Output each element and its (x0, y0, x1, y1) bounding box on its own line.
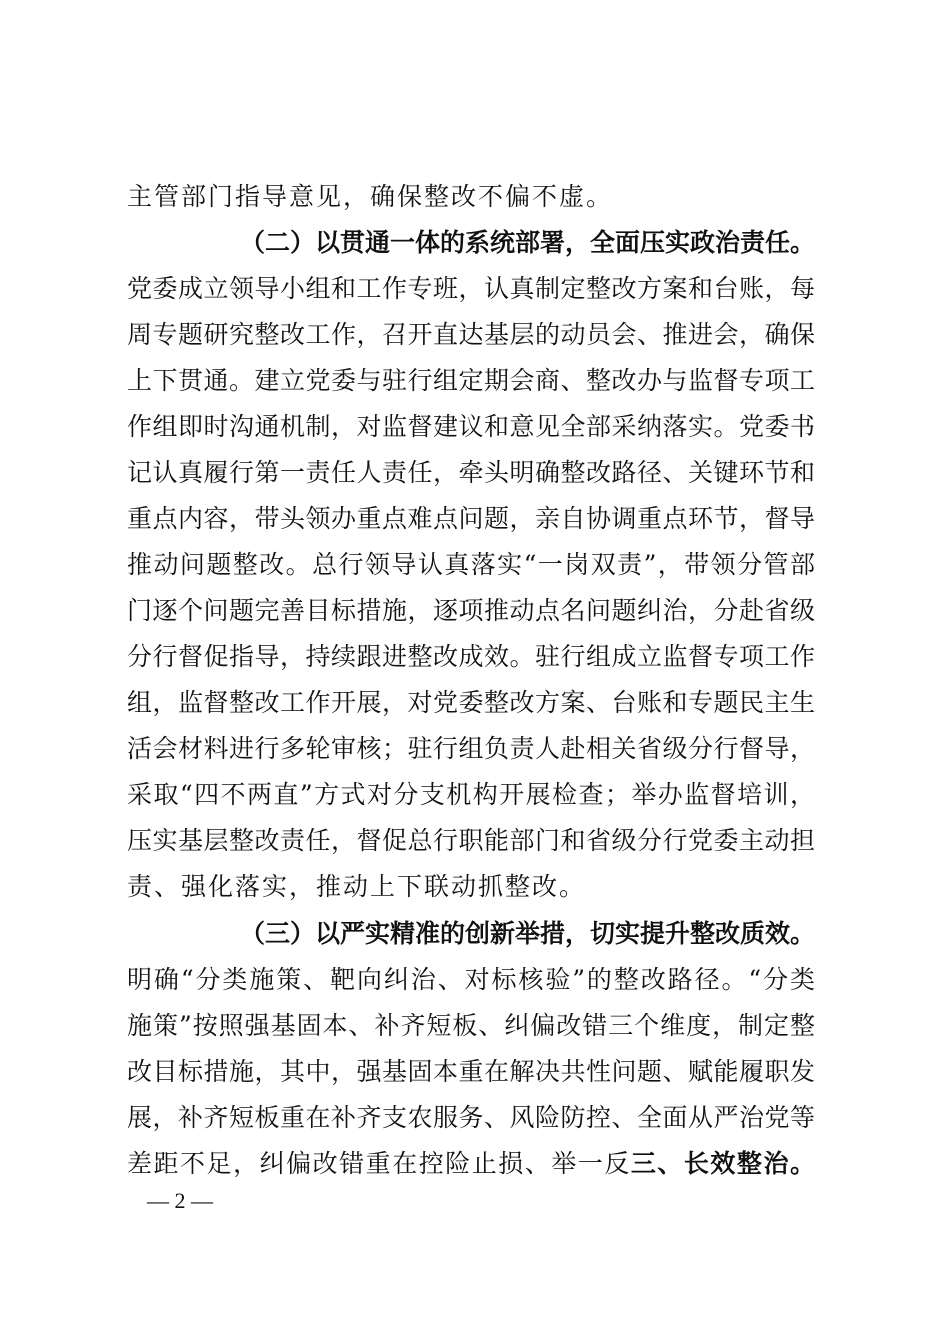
text-line-21: 展，补齐短板重在补齐支农服务、风险防控、全面从严治党等 (127, 1103, 815, 1132)
text-line-8: 重点内容，带头领办重点难点问题，亲自协调重点环节，督导 (127, 504, 815, 533)
section-heading-2: （二）以贯通一体的系统部署，全面压实政治责任。 (240, 228, 816, 257)
text-line-15: 压实基层整改责任，督促总行职能部门和省级分行党委主动担 (127, 826, 815, 855)
text-line-3: 党委成立领导小组和工作专班，认真制定整改方案和台账，每 (127, 274, 815, 303)
text-line-10: 门逐个问题完善目标措施，逐项推动点名问题纠治，分赴省级 (127, 596, 815, 625)
text-line-6: 作组即时沟通机制，对监督建议和意见全部采纳落实。党委书 (127, 412, 815, 441)
text-line-1: 主管部门指导意见，确保整改不偏不虚。 (127, 182, 614, 211)
text-line-4: 周专题研究整改工作，召开直达基层的动员会、推进会，确保 (127, 320, 815, 349)
text-line-22 (127, 1141, 815, 1187)
text-line-14: 采取“四不两直”方式对分支机构开展检查；举办监督培训， (127, 780, 815, 809)
text-line-11: 分行督促指导，持续跟进整改成效。驻行组成立监督专项工作 (127, 642, 815, 671)
text-line-22-plain: 差距不足，纠偏改错重在控险止损、举一反 (127, 1149, 631, 1178)
section-heading-3: （三）以严实精准的创新举措，切实提升整改质效。 (240, 919, 816, 948)
text-line-9: 推动问题整改。总行领导认真落实“一岗双责”，带领分管部 (127, 550, 815, 579)
text-line-18: 明确“分类施策、靶向纠治、对标核验”的整改路径。“分类 (127, 965, 815, 994)
text-line-20: 改目标措施，其中，强基固本重在解决共性问题、赋能履职发 (127, 1057, 815, 1086)
text-line-7: 记认真履行第一责任人责任，牵头明确整改路径、关键环节和 (127, 458, 815, 487)
text-line-12: 组，监督整改工作开展，对党委整改方案、台账和专题民主生 (127, 688, 815, 717)
text-line-16: 责、强化落实，推动上下联动抓整改。 (127, 872, 587, 901)
text-line-22-bold: 三、长效整治。 (630, 1149, 815, 1178)
text-line-13: 活会材料进行多轮审核；驻行组负责人赴相关省级分行督导， (127, 734, 815, 763)
page-number: — 2 — (147, 1188, 213, 1213)
text-line-19: 施策”按照强基固本、补齐短板、纠偏改错三个维度，制定整 (127, 1011, 815, 1040)
text-line-5: 上下贯通。建立党委与驻行组定期会商、整改办与监督专项工 (127, 366, 815, 395)
